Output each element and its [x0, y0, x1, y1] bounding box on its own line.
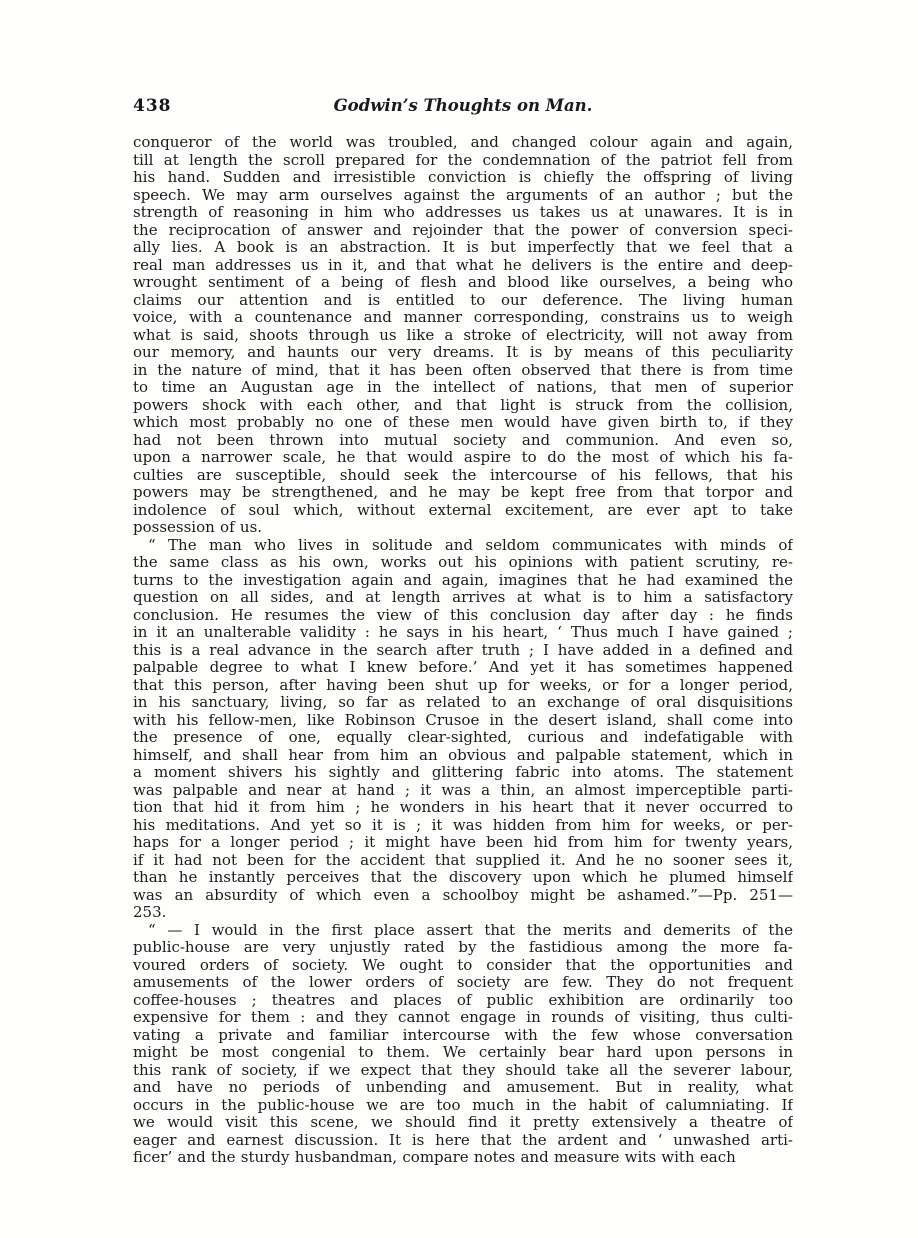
text-line: upon a narrower scale, he that would aspire to do the most of which his fa-	[133, 449, 793, 466]
text-line: haps for a longer period ; it might have been hid from him for twenty years,	[133, 834, 793, 851]
text-line: possession of us.	[133, 519, 263, 536]
text-line: we would visit this scene, we should find it pretty extensively a theatre of	[133, 1114, 793, 1131]
text-line: this rank of society, if we expect that they should take all the severer labour,	[133, 1061, 793, 1079]
page-body	[133, 134, 793, 1167]
text-line: vating a private and familiar intercourse with the few whose conversation	[133, 1026, 793, 1044]
text-line: voured orders of society. We ought to consider that the opportunities and	[133, 956, 793, 974]
text-line: wrought sentiment of a being of flesh and blood like ourselves, a being who	[133, 274, 793, 291]
text-line: real man addresses us in it, and that what he delivers is the entire and deep-	[133, 256, 793, 274]
text-line: the same class as his own, works out his opinions with patient scrutiny, re-	[133, 554, 793, 571]
text-line: palpable degree to what I knew before.’ And yet it has sometimes happened	[133, 659, 793, 676]
text-line: if it had not been for the accident that supplied it. And he no sooner sees it,	[133, 851, 793, 869]
text-line: might be most congenial to them. We certainly bear hard upon persons in	[133, 1044, 793, 1061]
text-line: ficer’ and the sturdy husbandman, compare notes and measure wits with each	[133, 1149, 736, 1166]
text-line: amusements of the lower orders of society are few. They do not frequent	[133, 974, 793, 991]
text-line: which most probably no one of these men would have given birth to, if they	[133, 414, 793, 431]
text-line: what is said, shoots through us like a stroke of electricity, will not away from	[133, 326, 793, 344]
text-line: powers shock with each other, and that light is struck from the collision,	[133, 396, 793, 414]
text-line: public-house are very unjustly rated by the fastidious among the more fa-	[133, 939, 793, 956]
text-line: in the nature of mind, that it has been often observed that there is from time	[133, 361, 793, 379]
text-line: “ The man who lives in solitude and seldom communicates with minds of	[148, 536, 793, 554]
text-line: tion that hid it from him ; he wonders in his heart that it never occurred to	[133, 799, 793, 816]
text-line: the reciprocation of answer and rejoinder that the power of conversion speci-	[133, 221, 793, 239]
text-line: expensive for them : and they cannot engage in rounds of visiting, thus culti-	[133, 1009, 793, 1026]
running-title: Godwin’s Thoughts on Man.	[333, 96, 593, 115]
text-line: culties are susceptible, should seek the intercourse of his fellows, that his	[133, 466, 793, 484]
text-line: conclusion. He resumes the view of this conclusion day after day : he finds	[133, 606, 793, 624]
paragraph	[133, 922, 793, 1167]
text-line: himself, and shall hear from him an obvious and palpable statement, which in	[133, 746, 793, 764]
text-line: conqueror of the world was troubled, and changed colour again and again,	[133, 134, 793, 151]
text-line: to time an Augustan age in the intellect of nations, that men of superior	[133, 379, 793, 396]
text-line: had not been thrown into mutual society and communion. And even so,	[133, 431, 793, 449]
text-line: question on all sides, and at length arrives at what is to him a satisfactory	[133, 589, 793, 606]
paragraph	[133, 134, 793, 537]
text-line: the presence of one, equally clear-sighted, curious and indefatigable with	[133, 729, 793, 746]
text-line: with his fellow-men, like Robinson Crusoe in the desert island, shall come into	[133, 711, 793, 729]
text-line: in his sanctuary, living, so far as related to an exchange of oral disquisitions	[133, 694, 793, 711]
text-line: eager and earnest discussion. It is here that the ardent and ‘ unwashed arti-	[133, 1131, 793, 1149]
text-line: our memory, and haunts our very dreams. It is by means of this peculiarity	[133, 344, 793, 361]
text-line: ally lies. A book is an abstraction. It is but imperfectly that we feel that a	[133, 239, 793, 256]
text-line: was an absurdity of which even a schoolboy might be ashamed.”—Pp. 251—	[133, 886, 793, 904]
text-line: a moment shivers his sightly and glittering fabric into atoms. The statement	[133, 764, 793, 781]
page-number: 438	[133, 96, 172, 116]
text-line: “ — I would in the first place assert that the merits and demerits of the	[148, 921, 793, 939]
text-line: speech. We may arm ourselves against the arguments of an author ; but the	[133, 186, 793, 204]
text-line: was palpable and near at hand ; it was a thin, an almost imperceptible parti-	[133, 781, 793, 799]
text-line: turns to the investigation again and again, imagines that he had examined the	[133, 571, 793, 589]
text-line: powers may be strengthened, and he may be kept free from that torpor and	[133, 484, 793, 501]
text-line: in it an unalterable validity : he says in his heart, ‘ Thus much I have gained ;	[133, 624, 793, 641]
text-line: voice, with a countenance and manner corresponding, constrains us to weigh	[133, 309, 793, 326]
text-line: occurs in the public-house we are too much in the habit of calumniating. If	[133, 1096, 793, 1114]
text-line: this is a real advance in the search after truth ; I have added in a defined and	[133, 641, 793, 659]
text-line: coffee-houses ; theatres and places of public exhibition are ordinarily too	[133, 991, 793, 1009]
running-head	[133, 96, 793, 118]
paragraph	[133, 537, 793, 922]
text-line: strength of reasoning in him who addresses us takes us at unawares. It is in	[133, 204, 793, 221]
text-line: and have no periods of unbending and amusement. But in reality, what	[133, 1079, 793, 1096]
text-line: his hand. Sudden and irresistible conviction is chiefly the offspring of living	[133, 169, 793, 186]
text-line: than he instantly perceives that the discovery upon which he plumed himself	[133, 869, 793, 886]
text-line: his meditations. And yet so it is ; it was hidden from him for weeks, or per-	[133, 816, 793, 834]
text-line: till at length the scroll prepared for the condemnation of the patriot fell from	[133, 151, 793, 169]
text-line: 253.	[133, 904, 167, 921]
text-line: indolence of soul which, without external excitement, are ever apt to take	[133, 501, 793, 519]
text-line: claims our attention and is entitled to our deference. The living human	[133, 291, 793, 309]
text-line: that this person, after having been shut up for weeks, or for a longer period,	[133, 676, 793, 694]
